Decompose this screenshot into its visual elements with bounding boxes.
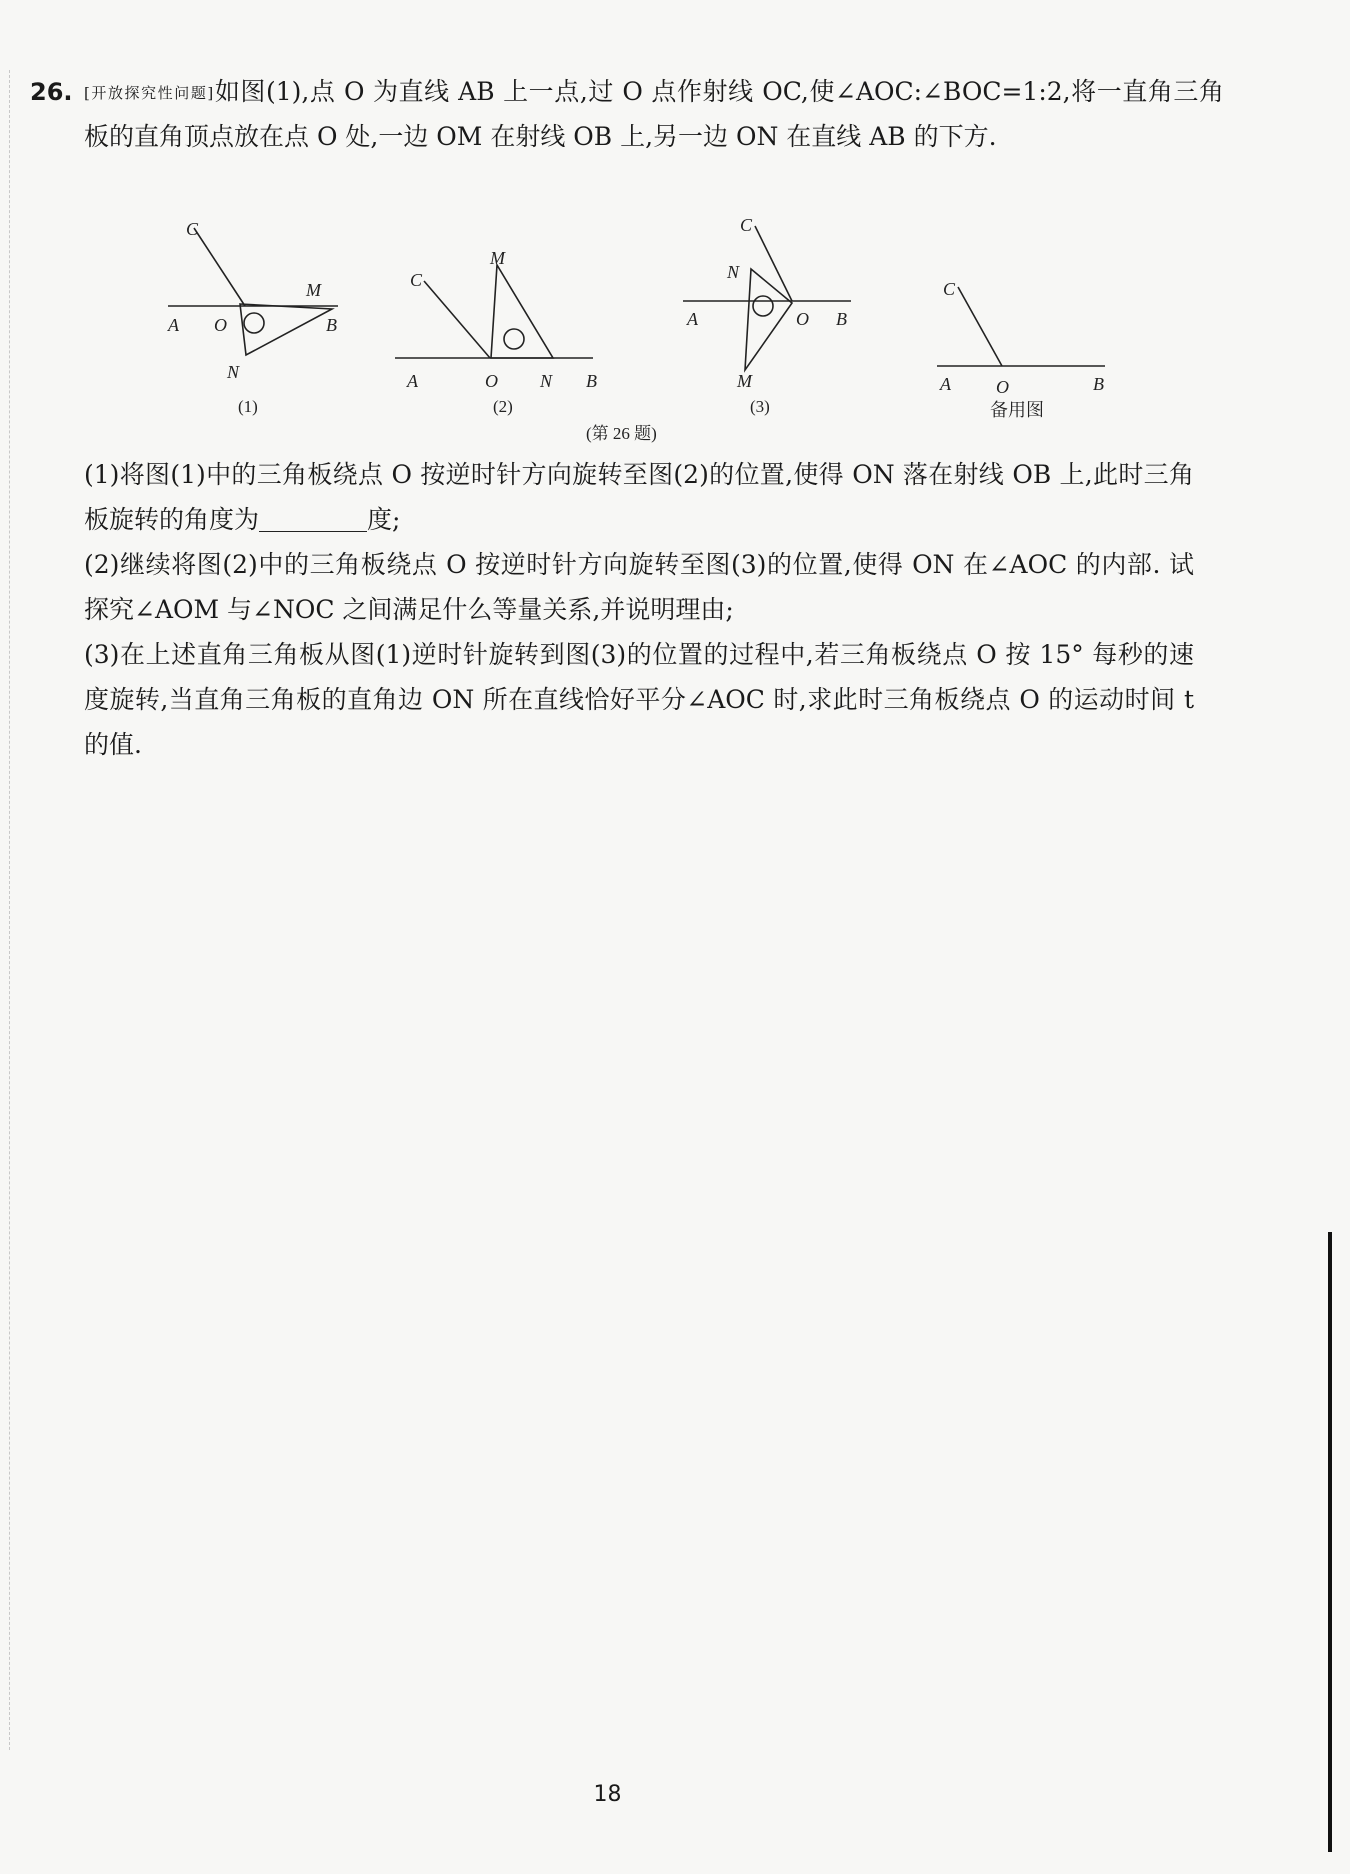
fig2-label-m: M (490, 248, 505, 268)
fig3-label-c: C (740, 215, 753, 235)
sub-question-1-text: (1)将图(1)中的三角板绕点 O 按逆时针方向旋转至图(2)的位置,使得 ON 落在射线 OB 上,此时三角板旋转的角度为 (84, 460, 1194, 534)
fig1-label-b: B (326, 315, 337, 335)
fig1-label-n: N (227, 362, 240, 382)
fig1-label-c: C (186, 219, 199, 239)
problem-26 (30, 70, 1224, 159)
figure-2 (395, 265, 593, 358)
fig3-label-n: N (727, 262, 740, 282)
sub-question-1-suffix: 度; (367, 505, 401, 534)
page-edge-shadow (1328, 1232, 1332, 1852)
figure-group-caption: (第 26 题) (586, 424, 657, 443)
fig3-label-m: M (737, 371, 752, 391)
sub-question-1 (84, 452, 1194, 542)
problem-stem-text: 如图(1),点 O 为直线 AB 上一点,过 O 点作射线 OC,使∠AOC:∠BOC=1:2,将一直角三角板的直角顶点放在点 O 处,一边 OM 在射线 OB 上,另一边 ON 在直线 AB 的下方. (84, 77, 1224, 151)
figure-group (150, 205, 1130, 455)
fig2-label-o: O (485, 371, 498, 391)
fig3-caption: (3) (750, 397, 770, 416)
fig3-triangle (745, 269, 792, 370)
fig4-label-a: A (940, 374, 951, 394)
fig3-label-b: B (836, 309, 847, 329)
figure-spare (937, 287, 1105, 366)
answer-blank[interactable] (259, 503, 367, 532)
figures-svg (150, 205, 1130, 455)
sub-questions (84, 452, 1194, 767)
problem-stem (84, 70, 1224, 159)
fig4-label-o: O (996, 377, 1009, 397)
fig1-triangle (240, 304, 332, 355)
fig2-label-a: A (407, 371, 418, 391)
fig4-caption: 备用图 (990, 400, 1044, 421)
sub-question-3: (3)在上述直角三角板从图(1)逆时针旋转到图(3)的位置的过程中,若三角板绕点 O 按 15° 每秒的速度旋转,当直角三角板的直角边 ON 所在直线恰好平分∠AOC 时,求此时三角板绕点 O 的运动时间 t 的值. (84, 640, 1194, 759)
fig1-triangle-hole (244, 313, 264, 333)
binding-margin-line (9, 70, 10, 1750)
fig1-label-m: M (306, 280, 321, 300)
fig2-triangle-hole (504, 329, 524, 349)
fig2-label-n: N (540, 371, 553, 391)
fig1-label-o: O (214, 315, 227, 335)
fig1-label-a: A (168, 315, 179, 335)
fig2-ray-oc (424, 281, 490, 358)
fig2-label-c: C (410, 270, 423, 290)
question-number: 26. (30, 78, 73, 106)
fig1-ray-oc (194, 228, 245, 306)
fig2-label-b: B (586, 371, 597, 391)
problem-tag: [开放探究性问题] (84, 84, 215, 102)
fig4-label-c: C (943, 279, 956, 299)
fig3-label-a: A (687, 309, 698, 329)
sub-question-2: (2)继续将图(2)中的三角板绕点 O 按逆时针方向旋转至图(3)的位置,使得 ON 在∠AOC 的内部. 试探究∠AOM 与∠NOC 之间满足什么等量关系,并说明理由; (84, 550, 1194, 624)
fig3-triangle-hole (753, 296, 773, 316)
fig3-ray-oc (755, 226, 792, 301)
fig3-label-o: O (796, 309, 809, 329)
fig1-caption: (1) (238, 397, 258, 416)
fig2-caption: (2) (493, 397, 513, 416)
fig4-ray-oc (958, 287, 1002, 366)
fig4-label-b: B (1093, 374, 1104, 394)
page-number: 18 (593, 1782, 622, 1807)
figure-3 (683, 226, 851, 370)
